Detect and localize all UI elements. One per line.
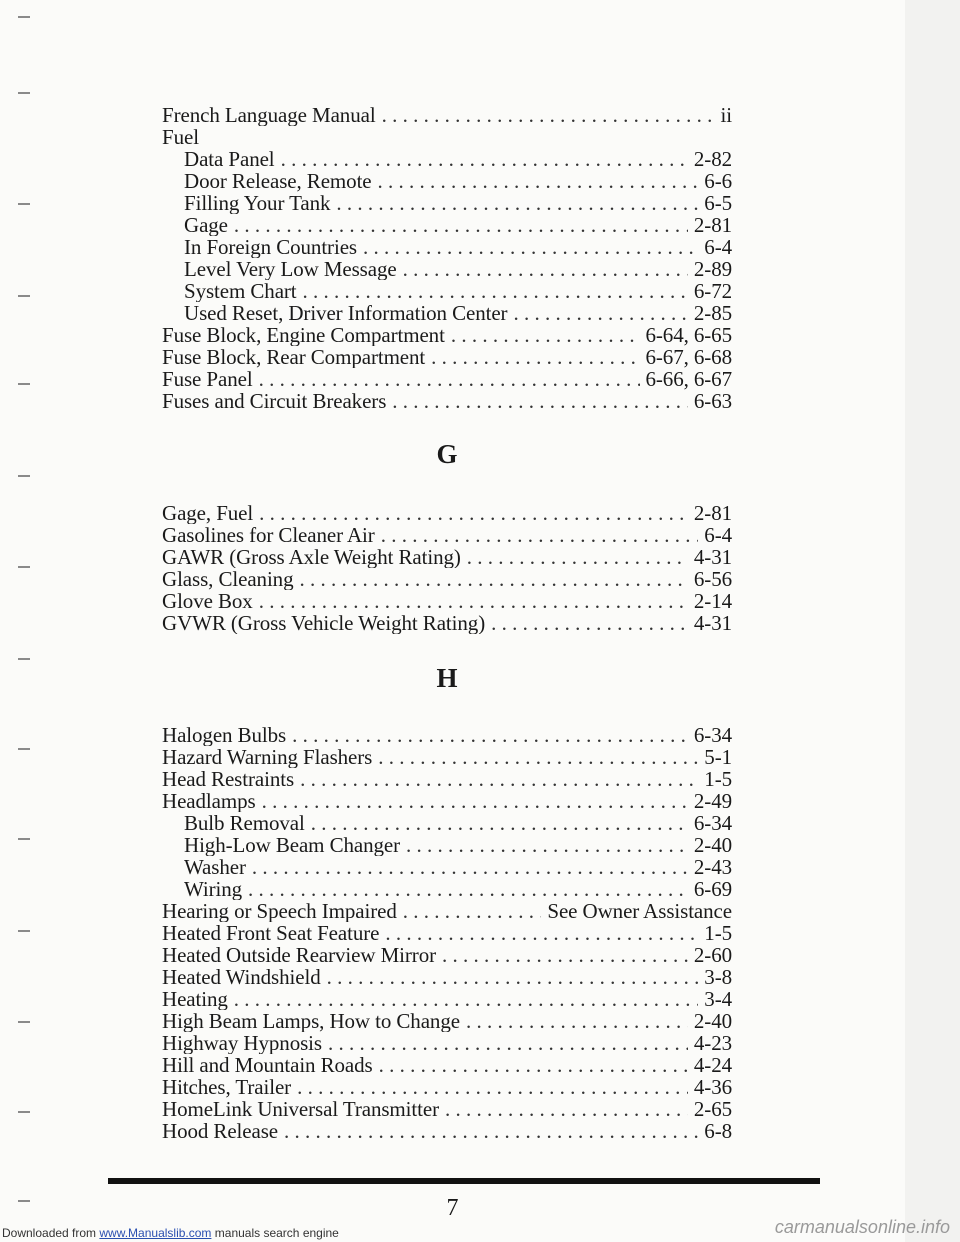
- dot-leader: [385, 922, 698, 944]
- entry-page-ref: 4-36: [693, 1076, 732, 1098]
- dot-leader: [311, 812, 688, 834]
- index-entry: [162, 1032, 732, 1054]
- entry-page-ref: 3-4: [704, 988, 732, 1010]
- entry-page-ref: 2-60: [693, 944, 732, 966]
- entry-text: Heated Front Seat Feature: [162, 922, 380, 944]
- index-entry: [162, 746, 732, 768]
- entry-page-ref: 6-5: [704, 192, 732, 214]
- entry-text: Hazard Warning Flashers: [162, 746, 373, 768]
- dot-leader: [299, 568, 687, 590]
- entry-text: Glove Box: [162, 590, 253, 612]
- entry-text: Filling Your Tank: [184, 192, 331, 214]
- entry-text: Heated Windshield: [162, 966, 321, 988]
- index-entry: [162, 524, 732, 546]
- entry-page-ref: 6-34: [693, 812, 732, 834]
- entry-text: Highway Hypnosis: [162, 1032, 322, 1054]
- section-letter-g: G: [436, 439, 458, 469]
- margin-tick: [18, 16, 30, 18]
- margin-tick: [18, 203, 30, 205]
- entry-text: Fuel: [162, 126, 199, 148]
- index-entry: [162, 346, 732, 368]
- entry-page-ref: 6-69: [693, 878, 732, 900]
- index-entry: [162, 1054, 732, 1076]
- entry-page-ref: 4-31: [693, 546, 732, 568]
- entry-page-ref: 2-82: [693, 148, 732, 170]
- index-entry: [162, 368, 732, 390]
- dot-leader: [381, 524, 699, 546]
- dot-leader: [300, 768, 698, 790]
- dot-leader: [491, 612, 688, 634]
- entry-text: GVWR (Gross Vehicle Weight Rating): [162, 612, 486, 634]
- margin-tick: [18, 92, 30, 94]
- entry-page-ref: 6-67, 6-68: [645, 346, 732, 368]
- entry-text: Hood Release: [162, 1120, 279, 1142]
- margin-tick: [18, 1111, 30, 1113]
- dot-leader: [403, 258, 688, 280]
- index-subentry: [162, 856, 732, 878]
- margin-tick: [18, 383, 30, 385]
- entry-page-ref: 6-64, 6-65: [645, 324, 732, 346]
- index-entry: [162, 790, 732, 812]
- index-subentry: [162, 834, 732, 856]
- dot-leader: [248, 878, 688, 900]
- index-entry: [162, 1098, 732, 1120]
- entry-text: GAWR (Gross Axle Weight Rating): [162, 546, 461, 568]
- index-entry: [162, 1076, 732, 1098]
- entry-text: Hill and Mountain Roads: [162, 1054, 373, 1076]
- entry-text: Halogen Bulbs: [162, 724, 287, 746]
- entry-text: Hearing or Speech Impaired: [162, 900, 397, 922]
- dot-leader: [297, 1076, 688, 1098]
- entry-text: Washer: [184, 856, 246, 878]
- entry-page-ref: 2-65: [693, 1098, 732, 1120]
- section-letter-h: H: [436, 663, 458, 693]
- dot-leader: [403, 900, 542, 922]
- entry-text: Headlamps: [162, 790, 256, 812]
- index-entry: [162, 988, 732, 1010]
- index-subentry: [162, 214, 732, 236]
- dot-leader: [378, 170, 699, 192]
- entry-text: Hitches, Trailer: [162, 1076, 292, 1098]
- entry-text: Fuses and Circuit Breakers: [162, 390, 387, 412]
- dot-leader: [259, 368, 640, 390]
- index-entry: [162, 612, 732, 634]
- index-subentry: [162, 302, 732, 324]
- footer-suffix: manuals search engine: [211, 1226, 339, 1240]
- index-subentry: [162, 878, 732, 900]
- index-entry: [162, 390, 732, 412]
- dot-leader: [378, 746, 698, 768]
- entry-text: HomeLink Universal Transmitter: [162, 1098, 439, 1120]
- dot-leader: [406, 834, 688, 856]
- index-entry: [162, 546, 732, 568]
- entry-page-ref: 6-6: [704, 170, 732, 192]
- dot-leader: [451, 324, 640, 346]
- entry-text: Data Panel: [184, 148, 275, 170]
- entry-page-ref: 4-31: [693, 612, 732, 634]
- entry-text: Bulb Removal: [184, 812, 305, 834]
- entry-page-ref: 6-72: [693, 280, 732, 302]
- dot-leader: [445, 1098, 688, 1120]
- dot-leader: [327, 966, 699, 988]
- index-entry: [162, 922, 732, 944]
- entry-page-ref: 5-1: [704, 746, 732, 768]
- dot-leader: [252, 856, 688, 878]
- dot-leader: [431, 346, 639, 368]
- footer-rule: [108, 1178, 820, 1184]
- dot-leader: [382, 104, 715, 126]
- dot-leader: [392, 390, 688, 412]
- entry-text: High-Low Beam Changer: [184, 834, 401, 856]
- entry-text: Fuse Panel: [162, 368, 253, 390]
- dot-leader: [442, 944, 688, 966]
- dot-leader: [466, 1010, 688, 1032]
- entry-page-ref: 6-66, 6-67: [645, 368, 732, 390]
- margin-tick: [18, 475, 30, 477]
- watermark-text: carmanualsonline.info: [774, 1217, 950, 1237]
- manualslib-link[interactable]: www.Manualslib.com: [99, 1226, 212, 1240]
- margin-tick-marks: [0, 0, 40, 1242]
- index-subentry: [162, 192, 732, 214]
- index-entry: [162, 724, 732, 746]
- index-entry: [162, 324, 732, 346]
- entry-page-ref: 2-40: [693, 834, 732, 856]
- dot-leader: [336, 192, 698, 214]
- index-subentry: [162, 236, 732, 258]
- entry-page-ref: 1-5: [704, 768, 732, 790]
- dot-leader: [234, 988, 699, 1010]
- index-entry: [162, 944, 732, 966]
- footer-prefix: Downloaded from: [2, 1226, 100, 1240]
- index-entry: [162, 502, 732, 524]
- entry-page-ref: 2-40: [693, 1010, 732, 1032]
- entry-page-ref: 4-24: [693, 1054, 732, 1076]
- entry-text: In Foreign Countries: [184, 236, 357, 258]
- entry-text: Head Restraints: [162, 768, 295, 790]
- dot-leader: [379, 1054, 688, 1076]
- dot-leader: [259, 502, 688, 524]
- entry-page-ref: 6-56: [693, 568, 732, 590]
- dot-leader: [328, 1032, 688, 1054]
- index-entry: [162, 126, 732, 148]
- dot-leader: [467, 546, 688, 568]
- index-entry: [162, 104, 732, 126]
- margin-tick: [18, 295, 30, 297]
- entry-text: High Beam Lamps, How to Change: [162, 1010, 460, 1032]
- dot-leader: [262, 790, 688, 812]
- dot-leader: [259, 590, 688, 612]
- entry-text: Gage: [184, 214, 228, 236]
- entry-text: System Chart: [184, 280, 297, 302]
- dot-leader: [234, 214, 688, 236]
- entry-page-ref: 2-43: [693, 856, 732, 878]
- entry-text: French Language Manual: [162, 104, 376, 126]
- entry-text: Used Reset, Driver Information Center: [184, 302, 508, 324]
- index-subentry: [162, 280, 732, 302]
- entry-page-ref: 2-81: [693, 502, 732, 524]
- index-entry: [162, 590, 732, 612]
- entry-page-ref: 1-5: [704, 922, 732, 944]
- entry-page-ref: 2-14: [693, 590, 732, 612]
- entry-page-ref: 2-89: [693, 258, 732, 280]
- margin-tick: [18, 930, 30, 932]
- dot-leader: [303, 280, 688, 302]
- entry-text: Wiring: [184, 878, 243, 900]
- index-entry: [162, 900, 732, 922]
- margin-tick: [18, 838, 30, 840]
- index-entry: [162, 1010, 732, 1032]
- entry-text: Gasolines for Cleaner Air: [162, 524, 375, 546]
- margin-tick: [18, 1021, 30, 1023]
- entry-text: Fuse Block, Rear Compartment: [162, 346, 426, 368]
- entry-text: Gage, Fuel: [162, 502, 254, 524]
- entry-page-ref: 4-23: [693, 1032, 732, 1054]
- entry-page-ref: 2-85: [693, 302, 732, 324]
- entry-page-ref: See Owner Assistance: [547, 900, 732, 922]
- margin-tick: [18, 748, 30, 750]
- entry-text: Heated Outside Rearview Mirror: [162, 944, 436, 966]
- entry-text: Door Release, Remote: [184, 170, 372, 192]
- entry-text: Heating: [162, 988, 228, 1010]
- index-entry: [162, 1120, 732, 1142]
- entry-page-ref: ii: [720, 104, 732, 126]
- entry-text: Level Very Low Message: [184, 258, 397, 280]
- index-subentry: [162, 258, 732, 280]
- entry-text: Glass, Cleaning: [162, 568, 294, 590]
- dot-leader: [363, 236, 698, 258]
- index-subentry: [162, 812, 732, 834]
- download-footer: [2, 1226, 339, 1240]
- entry-page-ref: 6-63: [693, 390, 732, 412]
- index-subentry: [162, 170, 732, 192]
- entry-page-ref: 6-34: [693, 724, 732, 746]
- entry-page-ref: 2-81: [693, 214, 732, 236]
- entry-page-ref: 6-4: [704, 236, 732, 258]
- index-entry: [162, 966, 732, 988]
- dot-leader: [281, 148, 688, 170]
- entry-text: Fuse Block, Engine Compartment: [162, 324, 445, 346]
- entry-page-ref: 3-8: [704, 966, 732, 988]
- entry-page-ref: 6-8: [704, 1120, 732, 1142]
- page-number: 7: [446, 1195, 459, 1221]
- index-subentry: [162, 148, 732, 170]
- margin-tick: [18, 658, 30, 660]
- index-entry: [162, 768, 732, 790]
- dot-leader: [284, 1120, 698, 1142]
- dot-leader: [292, 724, 688, 746]
- index-listing: [162, 104, 732, 1142]
- entry-page-ref: 6-4: [704, 524, 732, 546]
- margin-tick: [18, 566, 30, 568]
- index-entry: [162, 568, 732, 590]
- entry-page-ref: 2-49: [693, 790, 732, 812]
- dot-leader: [513, 302, 687, 324]
